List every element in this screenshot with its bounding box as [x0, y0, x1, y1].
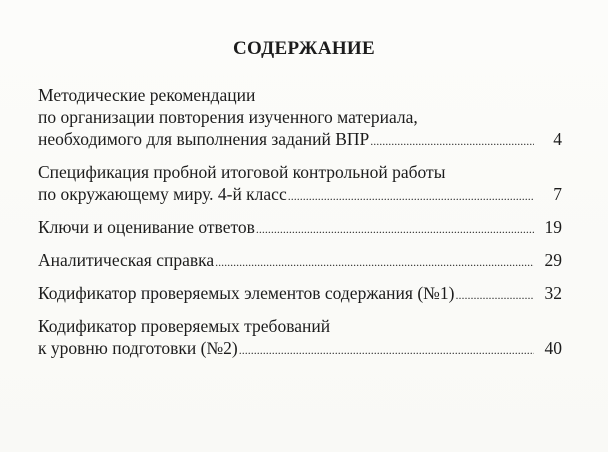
toc-entry-analytical-report — [38, 249, 562, 273]
toc-entry-methodical-recommendations — [38, 84, 562, 152]
dot-leader — [256, 218, 534, 240]
toc-entry-last-line — [38, 183, 562, 207]
dot-leader — [288, 185, 534, 207]
toc-entry-last-line — [38, 337, 562, 361]
toc-entry-text: Кодификатор проверяемых требований — [38, 316, 331, 336]
toc-entry-text: необходимого для выполнения заданий ВПР — [38, 129, 370, 149]
page-title: СОДЕРЖАНИЕ — [233, 38, 375, 59]
toc-page-number: 40 — [544, 338, 562, 358]
toc-entry-text: Методические рекомендации — [38, 85, 256, 105]
toc-entry-text: Ключи и оценивание ответов — [38, 217, 255, 237]
toc-page-number: 32 — [544, 283, 562, 303]
toc-entry-specification — [38, 161, 562, 207]
dot-leader — [215, 251, 534, 273]
toc-entry-text: по организации повторения изученного материала, — [38, 107, 418, 127]
toc-entry-text: Аналитическая справка — [38, 250, 215, 270]
dot-leader — [455, 284, 534, 306]
toc-entry-last-line — [38, 282, 562, 306]
toc-entry-content-codifier — [38, 282, 562, 306]
toc-entry-last-line — [38, 249, 562, 273]
toc-page-number: 19 — [544, 217, 562, 237]
toc-entry-text: Кодификатор проверяемых элементов содержания (№1) — [38, 283, 455, 303]
toc-entry-text: Спецификация пробной итоговой контрольной работы — [38, 162, 446, 182]
toc-entry-answer-keys — [38, 216, 562, 240]
toc-entry-text: к уровню подготовки (№2) — [38, 338, 238, 358]
toc-page-number: 7 — [553, 184, 562, 204]
toc-entry-last-line — [38, 128, 562, 152]
toc-entry-requirements-codifier — [38, 315, 562, 361]
dot-leader — [370, 130, 534, 152]
toc-page-number: 4 — [553, 129, 562, 149]
toc-entry-last-line — [38, 216, 562, 240]
toc-entry-text: по окружающему миру. 4-й класс — [38, 184, 287, 204]
dot-leader — [239, 339, 534, 361]
toc-page-number: 29 — [544, 250, 562, 270]
table-of-contents — [38, 84, 562, 370]
